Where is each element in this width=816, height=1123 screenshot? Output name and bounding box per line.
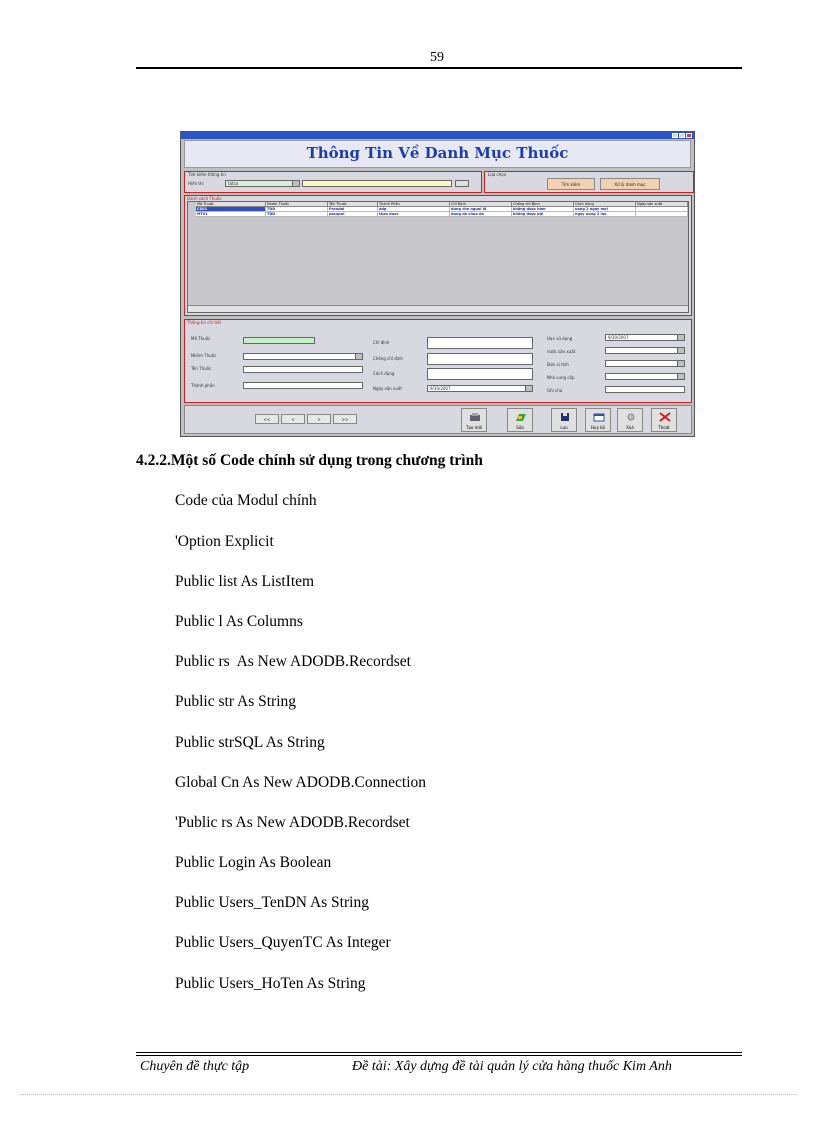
code-line: Public strSQL As String xyxy=(175,734,325,751)
first-record-button[interactable]: << xyxy=(255,414,279,424)
toolbar xyxy=(184,405,692,434)
window-titlebar xyxy=(181,132,694,139)
table-cell[interactable]: adg xyxy=(378,207,450,212)
detail-field-label: Hạn sử dụng xyxy=(547,336,573,341)
table-cell[interactable]: TDD xyxy=(266,212,328,217)
table-cell[interactable]: pacapol xyxy=(328,212,378,217)
save-button-label: Lưu xyxy=(560,425,568,430)
grid-col-header[interactable]: Mã Thuốc xyxy=(196,202,266,207)
drug-name-input[interactable] xyxy=(243,366,363,373)
detail-field-label: Nhà cung cấp xyxy=(547,375,575,380)
cancel-button[interactable] xyxy=(585,408,611,432)
form-title: Thông Tin Về Danh Mục Thuốc xyxy=(306,144,569,162)
chevron-down-icon xyxy=(292,181,299,186)
code-line: Public list As ListItem xyxy=(175,573,315,590)
chevron-down-icon xyxy=(677,361,684,366)
detail-field-label: Chỉ định xyxy=(373,340,390,345)
table-cell[interactable]: không duoc hom xyxy=(512,207,574,212)
grid-col-header[interactable]: Chống chỉ Định xyxy=(512,202,574,207)
chevron-down-icon xyxy=(677,335,684,340)
search-button[interactable]: Tìm kiếm xyxy=(547,178,595,190)
detail-field-label: Ghi chú xyxy=(547,388,563,393)
exit-button-label: Thoát xyxy=(658,425,670,430)
chevron-down-icon xyxy=(525,386,532,391)
new-button-label: Tạo mới xyxy=(465,425,483,430)
table-cell[interactable]: CS01 xyxy=(196,207,266,212)
list-label: Danh sách Thuốc xyxy=(187,196,222,201)
next-record-button[interactable]: > xyxy=(307,414,331,424)
new-icon xyxy=(469,412,481,422)
note-input[interactable] xyxy=(605,386,685,393)
table-cell[interactable]: Pacadol xyxy=(328,207,378,212)
drug-group-combo[interactable] xyxy=(243,353,363,360)
code-line: Code của Modul chính xyxy=(175,492,317,509)
choice-label: Lựa chọn xyxy=(488,172,507,177)
edit-button-label: Sửa xyxy=(516,425,524,430)
grid-col-header[interactable]: Nhóm Thuốc xyxy=(266,202,328,207)
supplier-combo[interactable] xyxy=(605,373,685,380)
exit-button[interactable] xyxy=(651,408,677,432)
table-cell[interactable]: ngay uong 2 lan xyxy=(574,212,636,217)
detail-field-label: Thành phần xyxy=(191,383,215,388)
code-line: Public rs As New ADODB.Recordset xyxy=(175,653,411,670)
code-line: Public l As Columns xyxy=(175,613,303,630)
grid-col-header[interactable]: Tên Thuốc xyxy=(328,202,378,207)
footer-right: Đề tài: Xây dựng đề tài quản lý cửa hàng thuốc Kim Anh xyxy=(352,1059,672,1074)
table-cell[interactable]: thao duoc xyxy=(378,212,450,217)
code-line: Global Cn As New ADODB.Connection xyxy=(175,774,427,791)
detail-field-label: Nhóm Thuốc xyxy=(191,353,217,358)
chevron-down-icon xyxy=(677,374,684,379)
footer-left: Chuyên đề thực tập xyxy=(140,1059,250,1074)
table-cell[interactable]: dung cho nguoi lớ xyxy=(450,207,512,212)
code-line: 'Option Explicit xyxy=(175,533,274,550)
detail-group xyxy=(184,319,692,403)
date-value: 9/30/2007 xyxy=(430,386,451,391)
delete-button[interactable] xyxy=(617,408,643,432)
minimize-icon xyxy=(672,133,678,138)
code-line: Public Users_QuyenTC As Integer xyxy=(175,934,391,951)
footer-rule xyxy=(136,1052,742,1053)
search-icon[interactable] xyxy=(455,180,469,187)
maximize-icon xyxy=(679,133,685,138)
chevron-down-icon xyxy=(355,354,362,359)
header-rule xyxy=(136,67,742,69)
search-group xyxy=(184,171,482,193)
ingredient-input[interactable] xyxy=(243,382,363,389)
grid-col-header[interactable]: Thành Phần xyxy=(378,202,450,207)
code-line: 'Public rs As New ADODB.Recordset xyxy=(175,814,410,831)
app-screenshot xyxy=(180,131,695,437)
search-group-label: Tìm kiếm thông tin xyxy=(188,172,226,177)
table-cell[interactable]: uong 2 ngay moi xyxy=(574,207,636,212)
detail-field-label: Cách dùng xyxy=(373,371,395,376)
page-edge xyxy=(20,1094,796,1095)
section-heading: 4.2.2.Một số Code chính sử dụng trong chương trình xyxy=(136,452,483,469)
detail-label: Thông tin chi tiết xyxy=(187,320,222,325)
grid-col-header[interactable]: Ngày sản xuất xyxy=(636,202,688,207)
grid-col-header[interactable]: Chỉ Định xyxy=(450,202,512,207)
list-group xyxy=(184,195,692,316)
unit-combo[interactable] xyxy=(605,360,685,367)
edit-icon xyxy=(515,412,527,422)
delete-icon xyxy=(625,412,637,422)
detail-field-label: Mã Thuốc xyxy=(191,336,211,341)
close-icon xyxy=(686,133,692,138)
detail-field-label: nước sản xuất xyxy=(547,349,576,354)
show-combo[interactable] xyxy=(225,180,300,187)
chevron-down-icon xyxy=(677,348,684,353)
manufacture-date-combo[interactable] xyxy=(427,385,533,392)
detail-field-label: Ngày sản xuất xyxy=(373,386,402,391)
code-line: Public str As String xyxy=(175,693,297,710)
save-button[interactable] xyxy=(551,408,577,432)
table-cell[interactable]: TDD xyxy=(266,207,328,212)
expiry-combo[interactable] xyxy=(605,334,685,341)
cancel-button-label: Huỷ bỏ xyxy=(590,425,606,430)
date-value: 9/30/2007 xyxy=(608,335,629,340)
drug-grid[interactable] xyxy=(187,201,689,313)
show-value: tatca xyxy=(228,181,239,186)
save-icon xyxy=(559,412,571,422)
code-line: Public Login As Boolean xyxy=(175,854,332,871)
cancel-icon xyxy=(593,412,605,422)
form-banner xyxy=(184,140,691,168)
detail-field-label: Tên Thuốc xyxy=(191,366,212,371)
country-combo[interactable] xyxy=(605,347,685,354)
last-record-button[interactable]: >> xyxy=(333,414,357,424)
table-cell[interactable] xyxy=(636,212,688,217)
prev-record-button[interactable]: < xyxy=(281,414,305,424)
show-label: Hiển thị xyxy=(188,181,204,186)
refresh-button[interactable]: Xử lý danh mục xyxy=(600,178,660,190)
delete-button-label: Xoá xyxy=(626,425,634,430)
indication-input[interactable] xyxy=(427,337,533,349)
table-cell[interactable]: dung de chua da xyxy=(450,212,512,217)
contraindication-input[interactable] xyxy=(427,353,533,365)
code-line: Public Users_HoTen As String xyxy=(175,975,366,992)
detail-field-label: Đơn vị tính xyxy=(547,362,569,367)
choice-group xyxy=(484,171,694,193)
footer-rule xyxy=(136,1055,742,1056)
detail-field-label: Chống chỉ định xyxy=(373,356,403,361)
exit-icon xyxy=(659,412,671,422)
horizontal-scrollbar[interactable] xyxy=(188,305,688,312)
usage-input[interactable] xyxy=(427,368,533,380)
code-line: Public Users_TenDN As String xyxy=(175,894,369,911)
new-button[interactable] xyxy=(461,408,487,432)
grid-col-header[interactable]: Cách dùng xyxy=(574,202,636,207)
edit-button[interactable] xyxy=(507,408,533,432)
drug-code-input[interactable] xyxy=(243,337,315,344)
search-input[interactable] xyxy=(302,180,452,187)
table-cell[interactable]: MT01 xyxy=(196,212,266,217)
page-number: 59 xyxy=(430,50,444,65)
table-cell[interactable]: không được bội xyxy=(512,212,574,217)
